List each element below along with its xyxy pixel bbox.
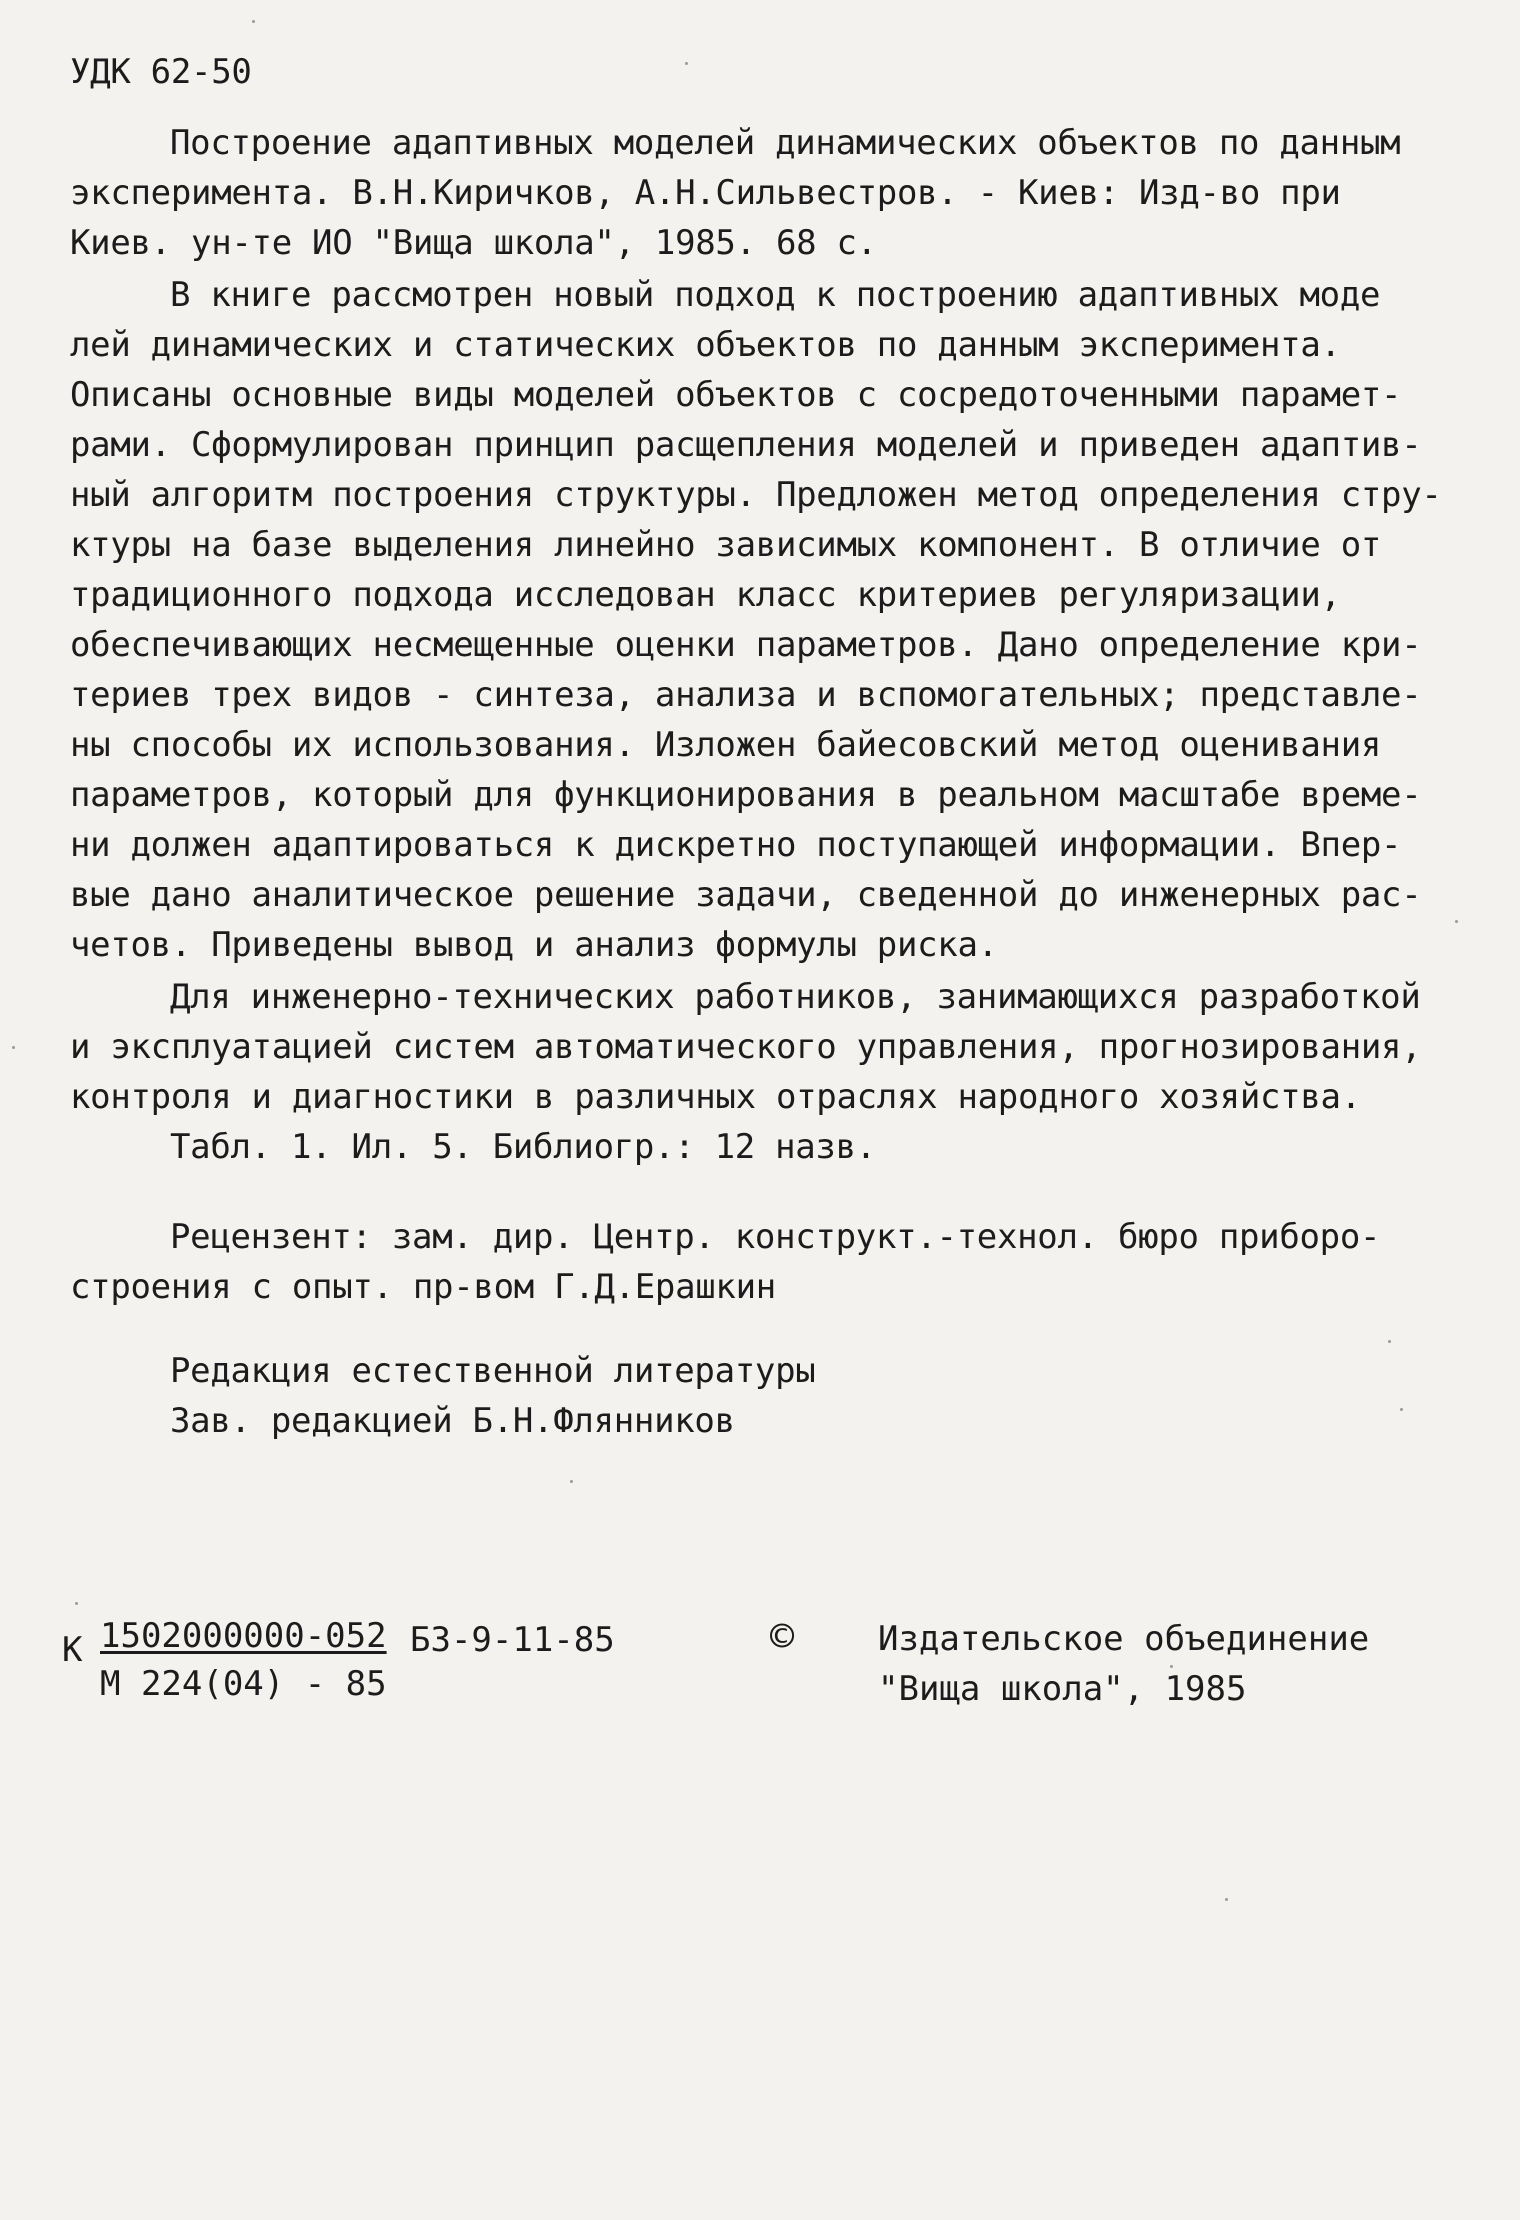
footer-bz-code: БЗ-9-11-85 (410, 1620, 615, 1660)
abstract (70, 270, 1442, 970)
abstract-line: рами. Сформулирован принцип расщепления моделей и приведен адаптив- (70, 425, 1422, 465)
abstract-line: вые дано аналитическое решение задачи, сведенной до инженерных рас- (70, 875, 1422, 915)
abstract-line: Описаны основные виды моделей объектов с сосредоточенными парамет- (70, 375, 1402, 415)
publisher-line: "Вища школа", 1985 (878, 1669, 1247, 1709)
scan-speck (1170, 1665, 1173, 1668)
editorial (70, 1346, 815, 1446)
editorial-line: Редакция естественной литературы (170, 1351, 816, 1391)
scan-speck (252, 20, 255, 23)
copyright-icon: © (770, 1614, 795, 1660)
audience-line: Для инженерно-технических работников, занимающихся разработкой (170, 977, 1421, 1017)
scan-speck (75, 1602, 78, 1605)
abstract-line: четов. Приведены вывод и анализ формулы риска. (70, 925, 998, 965)
scan-speck (1455, 920, 1458, 923)
abstract-line: териев трех видов - синтеза, анализа и вспомогательных; представле- (70, 675, 1422, 715)
reviewer (70, 1212, 1380, 1312)
bibliographic-description (70, 118, 1400, 268)
abstract-line: лей динамических и статических объектов по данным эксперимента. (70, 325, 1341, 365)
udk-code: УДК 62-50 (70, 52, 252, 92)
reviewer-line: Рецензент: зам. дир. Центр. конструкт.-технол. бюро приборо- (170, 1217, 1381, 1257)
abstract-line: ны способы их использования. Изложен байесовский метод оценивания (70, 725, 1382, 765)
editorial-line: Зав. редакцией Б.Н.Флянников (170, 1401, 735, 1441)
audience (70, 972, 1421, 1172)
footer-k-letter: К (62, 1630, 83, 1670)
publisher (878, 1614, 1369, 1714)
scan-speck (1225, 1898, 1228, 1901)
footer-code-bottom: М 224(04) - 85 (100, 1664, 387, 1704)
abstract-line: ный алгоритм построения структуры. Предложен метод определения стру- (70, 475, 1442, 515)
abstract-line: ктуры на базе выделения линейно зависимых компонент. В отличие от (70, 525, 1382, 565)
bibliography-line: эксперимента. В.Н.Киричков, А.Н.Сильвестров. - Киев: Изд-во при (70, 173, 1341, 213)
abstract-line: традиционного подхода исследован класс критериев регуляризации, (70, 575, 1341, 615)
abstract-line: ни должен адаптироваться к дискретно поступающей информации. Впер- (70, 825, 1402, 865)
abstract-line: параметров, который для функционирования в реальном масштабе време- (70, 775, 1422, 815)
publisher-line: Издательское объединение (878, 1619, 1370, 1659)
bibliography-line: Построение адаптивных моделей динамических объектов по данным (170, 123, 1401, 163)
scan-speck (1388, 1340, 1391, 1343)
scan-speck (685, 62, 688, 65)
scan-speck (570, 1480, 573, 1483)
audience-line: и эксплуатацией систем автоматического управления, прогнозирования, (70, 1027, 1422, 1067)
footer-code-top: 1502000000-052 (100, 1616, 387, 1656)
audience-line: контроля и диагностики в различных отраслях народного хозяйства. (70, 1077, 1361, 1117)
tables-info: Табл. 1. Ил. 5. Библиогр.: 12 назв. (170, 1127, 876, 1167)
abstract-line: В книге рассмотрен новый подход к построению адаптивных моде (170, 275, 1381, 315)
scan-speck (12, 1046, 15, 1049)
abstract-line: обеспечивающих несмещенные оценки параметров. Дано определение кри- (70, 625, 1422, 665)
bibliography-line: Киев. ун-те ИО "Вища школа", 1985. 68 с. (70, 223, 877, 263)
reviewer-line: строения с опыт. пр-вом Г.Д.Ерашкин (70, 1267, 776, 1307)
scan-speck (1400, 1408, 1403, 1411)
footer-code (100, 1612, 387, 1708)
